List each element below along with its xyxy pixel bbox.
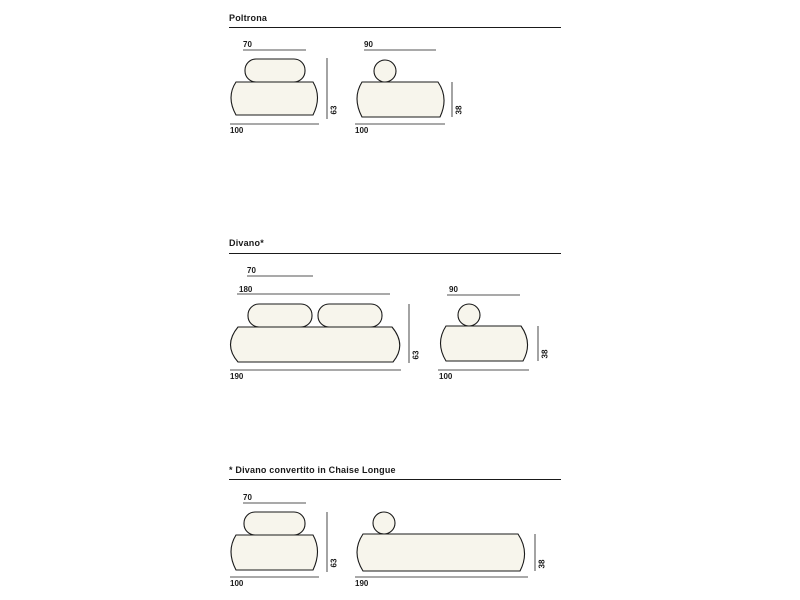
dim-label-depth: 100 [439,372,453,381]
dim-label-height: 63 [329,558,339,568]
dim-label-back-width: 180 [239,285,253,294]
dim-label-cushion-width: 70 [243,40,252,49]
back-cushion-left [248,304,312,327]
section-title-chaise-longue: * Divano convertito in Chaise Longue [229,465,396,475]
dim-label-depth-top: 90 [364,40,373,49]
back-cushion [245,59,305,82]
dim-label-height: 63 [411,350,421,360]
seat-base [441,326,528,361]
dim-label-depth-top: 90 [449,285,458,294]
seat-base [231,327,400,362]
dim-label-overall-width: 190 [230,372,244,381]
roll-cushion [374,60,396,82]
divano-front-view [230,276,409,370]
dim-label-cushion-width: 70 [243,493,252,502]
dim-label-seat-height: 38 [540,349,550,359]
dim-label-seat-height: 38 [537,559,547,569]
chaise-side-view [355,512,535,577]
roll-cushion [373,512,395,534]
dim-label-height: 63 [329,105,339,115]
chaise-base [357,534,525,571]
dim-label-overall-width: 100 [230,579,244,588]
poltrona-side-view [355,50,452,124]
seat-base [231,535,318,570]
back-cushion-right [318,304,382,327]
section-title-poltrona: Poltrona [229,13,268,23]
roll-cushion [458,304,480,326]
chaise-front-view [230,503,327,577]
dim-label-seat-height: 38 [454,105,464,115]
divano-side-view [438,295,538,370]
dim-label-length: 190 [355,579,369,588]
seat-base [357,82,444,117]
section-title-divano: Divano* [229,238,264,248]
dim-label-overall-width: 100 [230,126,244,135]
back-cushion [244,512,305,535]
poltrona-front-view [230,50,327,124]
seat-base [231,82,318,115]
dim-label-cushion-width: 70 [247,266,256,275]
dim-label-depth: 100 [355,126,369,135]
